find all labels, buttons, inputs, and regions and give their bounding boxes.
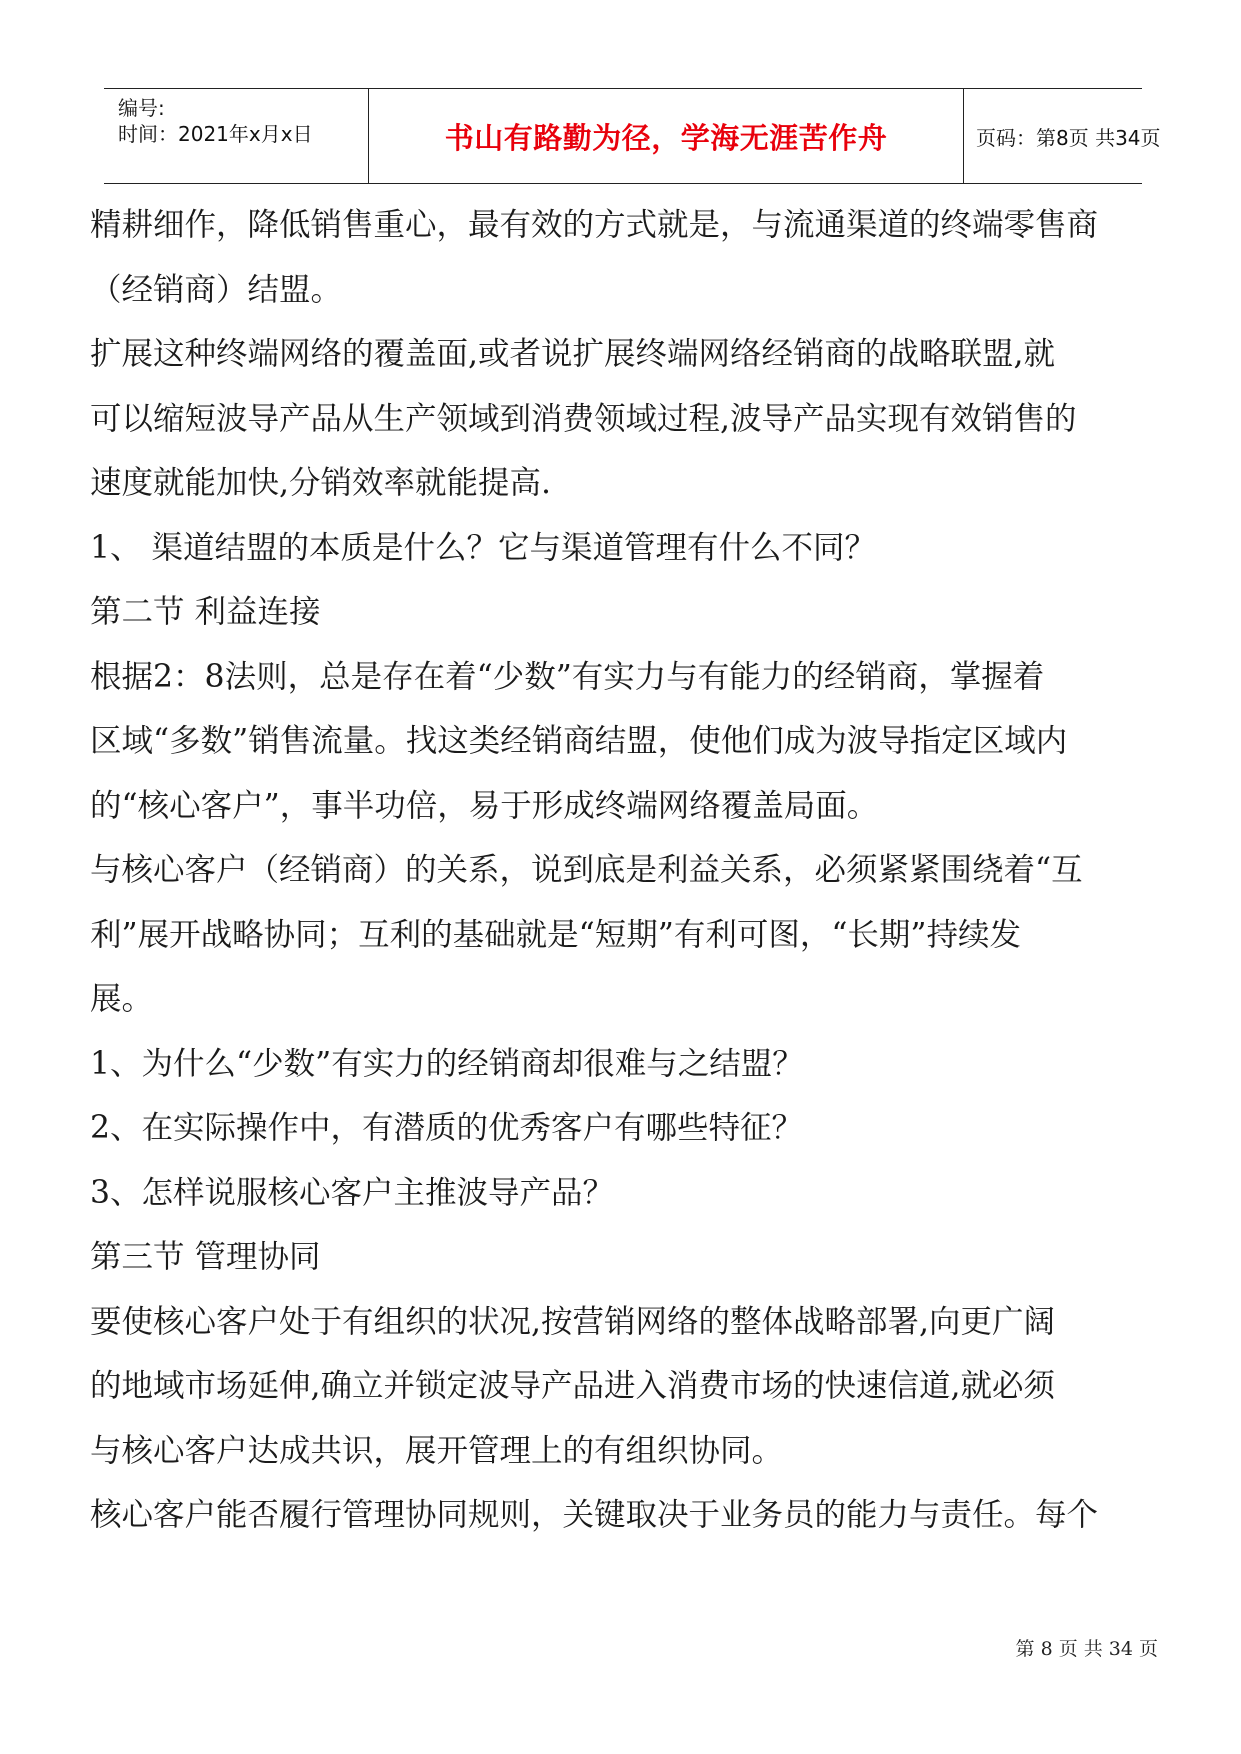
body-line: 与核心客户（经销商）的关系，说到底是利益关系，必须紧紧围绕着“互 xyxy=(90,852,1083,888)
body-line: 可以缩短波导产品从生产领域到消费领域过程,波导产品实现有效销售的 xyxy=(90,400,1077,437)
body-line: 速度就能加快,分销效率就能提高. xyxy=(90,465,552,501)
section-heading: 第三节 管理协同 xyxy=(90,1239,321,1275)
question-line: 2、在实际操作中，有潜质的优秀客户有哪些特征？ xyxy=(90,1110,804,1146)
number-label: 编号: xyxy=(118,96,165,120)
body-line: （经销商）结盟。 xyxy=(90,271,343,308)
page-footer xyxy=(1016,1634,1158,1661)
body-line: 利”展开战略协同；互利的基础就是“短期”有利可图，“长期”持续发 xyxy=(90,916,1022,953)
body-line: 区域“多数”销售流量。找这类经销商结盟，使他们成为波导指定区域内 xyxy=(90,723,1068,759)
body-line: 展。 xyxy=(90,981,154,1017)
question-line: 3、怎样说服核心客户主推波导产品？ xyxy=(90,1174,615,1211)
body-line: 根据2：8法则，总是存在着“少数”有实力与有能力的经销商，掌握着 xyxy=(90,658,1045,695)
header-page-info xyxy=(964,89,1161,183)
document-body xyxy=(90,193,1160,1548)
question-line: 1、为什么“少数”有实力的经销商却很难与之结盟？ xyxy=(90,1045,804,1082)
body-line: 的“核心客户”，事半功倍，易于形成终端网络覆盖局面。 xyxy=(90,787,879,824)
body-line: 的地域市场延伸,确立并锁定波导产品进入消费市场的快速信道,就必须 xyxy=(90,1368,1056,1404)
body-line: 扩展这种终端网络的覆盖面,或者说扩展终端网络经销商的战略联盟,就 xyxy=(90,336,1056,372)
body-line: 要使核心客户处于有组织的状况,按营销网络的整体战略部署,向更广阔 xyxy=(90,1303,1056,1340)
body-line: 核心客户能否履行管理协同规则，关键取决于业务员的能力与责任。每个 xyxy=(90,1497,1099,1533)
page-header xyxy=(104,88,1161,184)
motto-text: 书山有路勤为径，学海无涯苦作舟 xyxy=(444,120,888,155)
footer-page-number: 第 8 页 共 34 页 xyxy=(1015,1638,1158,1660)
question-line: 1、 渠道结盟的本质是什么？它与渠道管理有什么不同？ xyxy=(90,529,877,566)
header-meta xyxy=(104,89,369,183)
section-heading: 第二节 利益连接 xyxy=(90,594,321,630)
body-line: 与核心客户达成共识，展开管理上的有组织协同。 xyxy=(90,1432,784,1469)
body-line: 精耕细作，降低销售重心，最有效的方式就是，与流通渠道的终端零售商 xyxy=(90,207,1099,243)
time-label: 时间：2021年x月x日 xyxy=(118,122,313,146)
page-label: 页码：第8页 共34页 xyxy=(976,125,1161,150)
motto-banner xyxy=(369,89,964,183)
